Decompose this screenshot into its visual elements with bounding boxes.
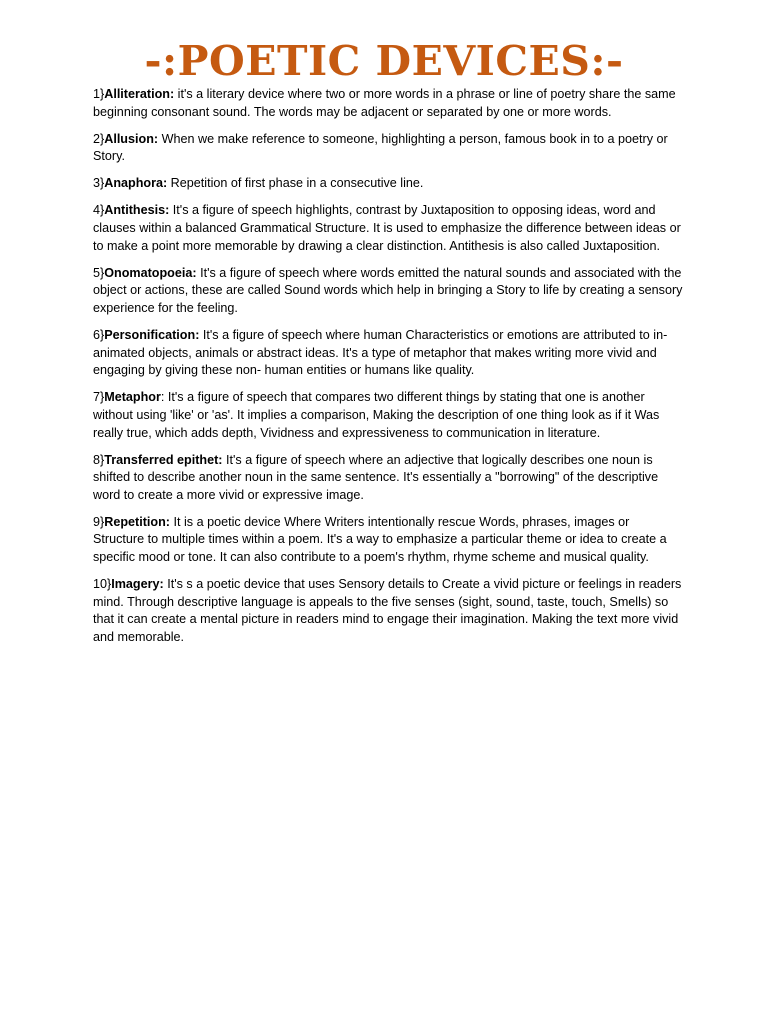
device-number: 3} [93,176,105,191]
device-entry-anaphora [93,175,683,193]
device-term: Onomatopoeia: [104,265,197,280]
device-definition: it's a literary device where two or more words in a phrase or line of poetry share the same beginning consonant sound. The words may be adjacent or separated by one or more words. [93,87,676,119]
device-entry-transferred-epithet [93,452,683,505]
device-number: 2} [93,131,105,146]
device-definition: Repetition of first phase in a consecutive line. [167,176,424,191]
device-term: Metaphor [104,390,161,405]
device-entry-repetition [93,514,683,567]
device-entry-antithesis [93,202,683,255]
device-term: Imagery: [111,577,164,592]
device-definition: : It's a figure of speech that compares two different things by stating that one is another without using 'like' or 'as'. It implies a comparison, Making the description of one thing look as if it Was really true, which adds depth, Vividness and expressiveness to communication in literature. [93,390,660,440]
device-term: Allusion: [104,131,159,146]
device-number: 7} [93,390,105,405]
device-definition: It's a figure of speech where an adjective that logically describes one noun is shifted to describe another noun in the same sentence. It's essentially a "borrowing" of the descriptive word to create a more vivid or expressive image. [93,452,659,502]
device-definition: It's a figure of speech where human Characteristics or emotions are attributed to in-animated objects, animals or abstract ideas. It's a type of metaphor that makes writing more vivid and engaging by giving these non- human entities or humans like quality. [93,328,668,378]
device-entry-alliteration [93,86,683,121]
device-term: Antithesis: [104,203,170,218]
page-title: -:POETIC DEVICES:- [144,37,624,86]
device-entry-allusion [93,131,683,166]
device-definition: When we make reference to someone, highlighting a person, famous book in to a poetry or Story. [93,131,668,164]
device-number: 10} [93,577,112,592]
device-list [93,86,683,656]
device-definition: It is a poetic device Where Writers intentionally rescue Words, phrases, images or Structure to multiple times within a poem. It's a way to emphasize a particular theme or idea to create a specific mood or tone. It can also contribute to a poem's rhythm, rhyme scheme and musical quality. [93,514,667,565]
device-number: 6} [93,328,105,343]
device-number: 5} [93,265,105,280]
device-term: Alliteration: [104,87,175,101]
device-entry-imagery [93,576,683,646]
device-number: 4} [93,203,105,218]
device-entry-personification [93,327,683,380]
device-entry-metaphor [93,389,683,442]
device-number: 1} [93,87,105,101]
device-term: Personification: [104,328,200,343]
device-term: Repetition: [104,514,170,529]
device-definition: It's a figure of speech where words emitted the natural sounds and associated with the object or actions, these are called Sound words which help in bringing a Story to life by creating a sensory experience for the feeling. [93,265,683,315]
device-definition: It's s a poetic device that uses Sensory details to Create a vivid picture or feelings in readers mind. Through descriptive language is appeals to the five senses (sight, sound, taste, touch, Smells) so that it can create a mental picture in readers mind to engage their imagination. Making the text more vivid and memorable. [93,577,682,644]
device-number: 9} [93,514,105,529]
device-number: 8} [93,452,105,467]
device-entry-onomatopoeia [93,265,683,318]
device-term: Transferred epithet: [104,452,223,467]
device-definition: It's a figure of speech highlights, contrast by Juxtaposition to opposing ideas, word and clauses within a balanced Grammatical Structure. It is used to emphasize the difference between ideas or to make a point more memorable by drawing a clear distinction. Antithesis is also called Juxtaposition. [93,203,681,253]
device-term: Anaphora: [104,176,168,191]
